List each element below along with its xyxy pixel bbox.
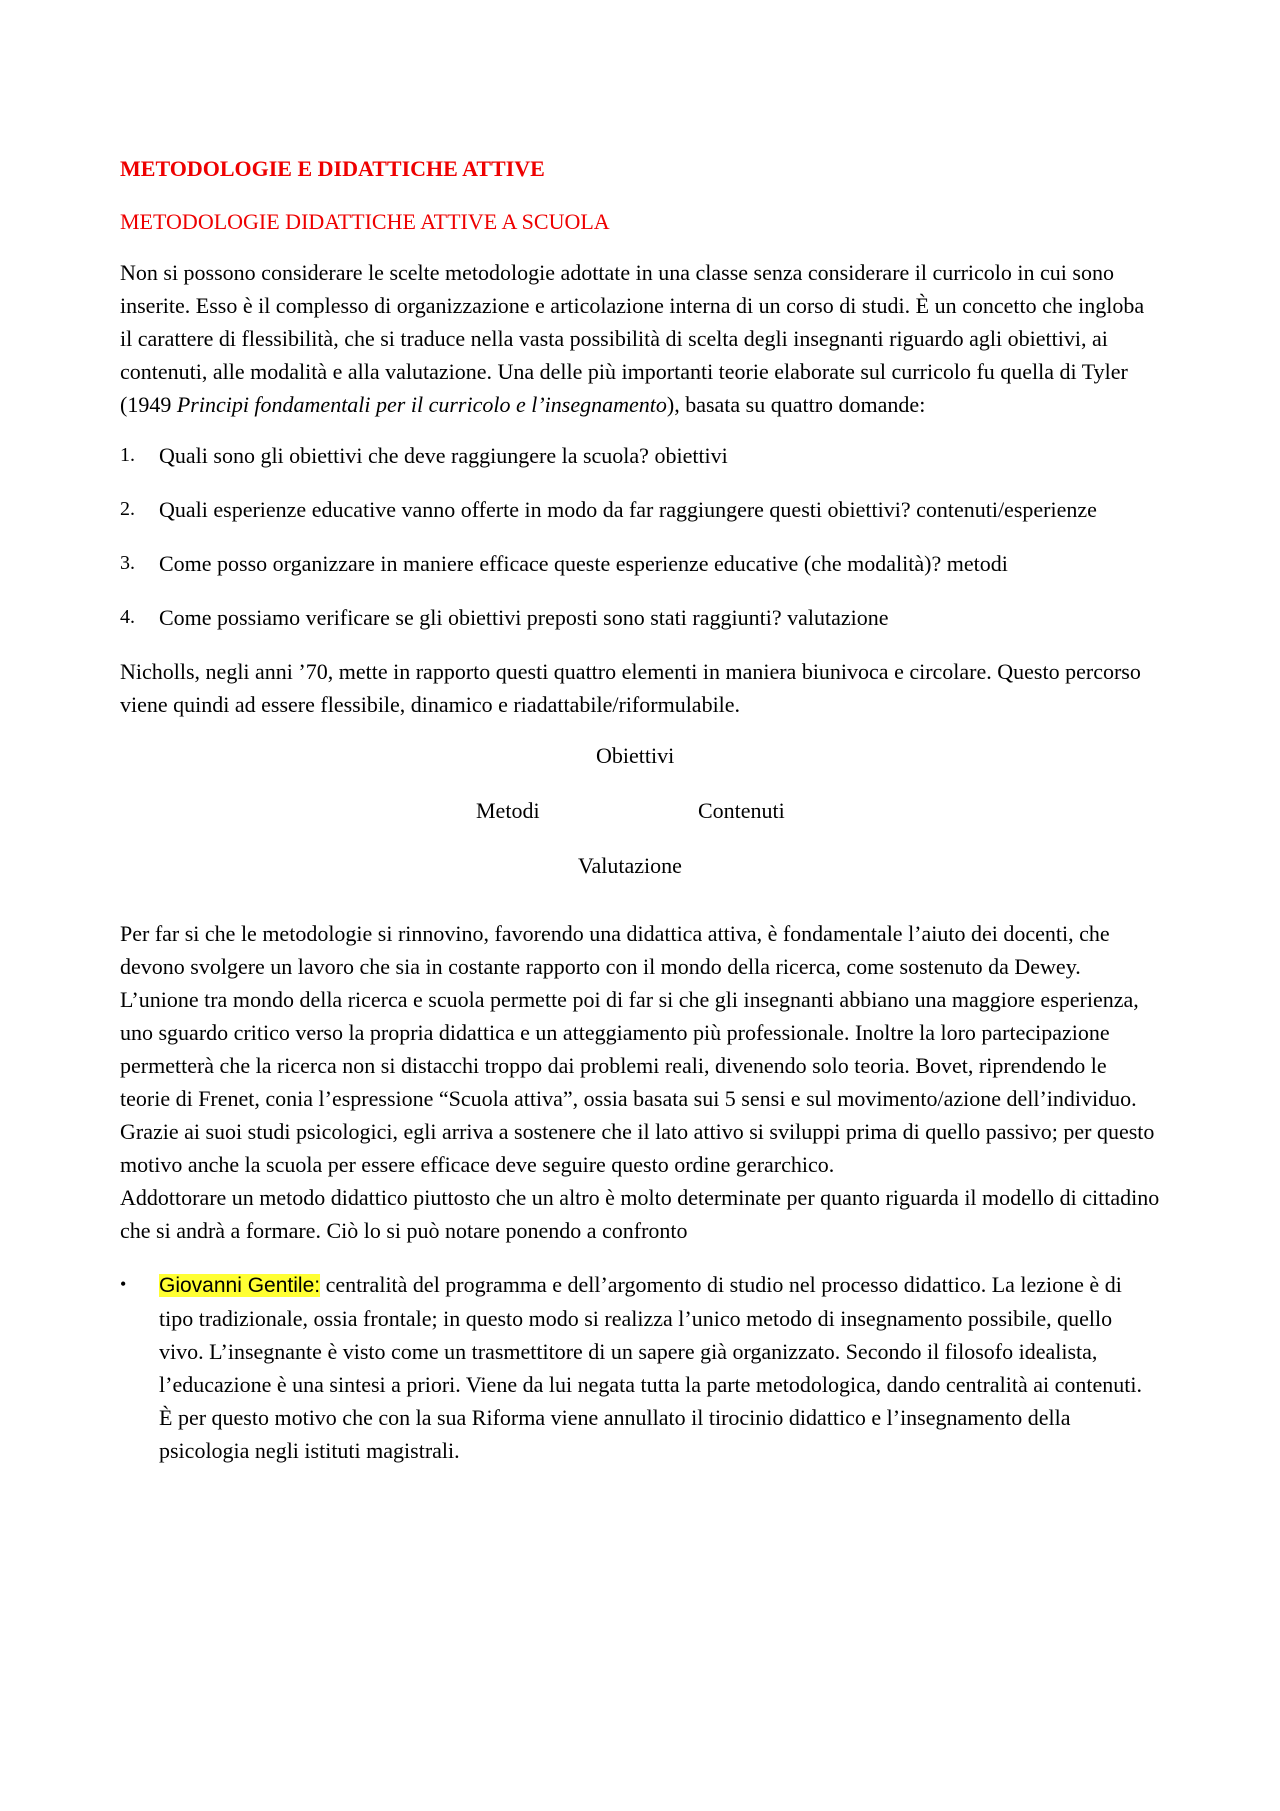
curriculum-diagram <box>120 739 1160 911</box>
list-item-text: Come posso organizzare in maniere efficace queste esperienze educative (che modalità)? metodi <box>159 551 1008 576</box>
section-heading: METODOLOGIE DIDATTICHE ATTIVE A SCUOLA <box>120 209 610 234</box>
tyler-questions-list <box>120 439 1160 634</box>
document-title: METODOLOGIE E DIDATTICHE ATTIVE <box>120 156 545 181</box>
list-item-text: Quali esperienze educative vanno offerte in modo da far raggiungere questi obiettivi? contenuti/esperienze <box>159 497 1097 522</box>
intro-text-end: ), basata su quattro domande: <box>666 392 926 417</box>
list-number: 1. <box>120 444 135 466</box>
list-number: 3. <box>120 552 135 574</box>
bullet-icon: • <box>120 1274 127 1294</box>
list-item-text: Quali sono gli obiettivi che deve raggiungere la scuola? obiettivi <box>159 443 728 468</box>
highlighted-name: Giovanni Gentile: <box>159 1274 321 1297</box>
list-item <box>120 547 1160 580</box>
dewey-paragraph: Per far si che le metodologie si rinnovino, favorendo una didattica attiva, è fondamentale l’aiuto dei docenti, che devono svolgere un lavoro che sia in costante rapporto con il mondo della ricerca, come sostenuto da Dewey. L’unione tra mondo della ricerca e scuola permette poi di far si che gli insegnanti abbiano una maggiore esperienza, uno sguardo critico verso la propria didattica e un atteggiamento più professionale. Inoltre la loro partecipazione permetterà che la ricerca non si distacchi troppo dai problemi reali, divenendo solo teoria. Bovet, riprendendo le teorie di Frenet, conia l’espressione “Scuola attiva”, ossia basata sui 5 sensi e sul movimento/azione dell’individuo. Grazie ai suoi studi psicologici, egli arriva a sostenere che il lato attivo si sviluppi prima di quello passivo; per questo motivo anche la scuola per essere efficace deve seguire questo ordine gerarchico. <box>120 921 1155 1177</box>
list-item-text: Come possiamo verificare se gli obiettivi preposti sono stati raggiunti? valutazione <box>159 605 889 630</box>
diagram-valutazione: Valutazione <box>578 853 682 878</box>
metodo-paragraph: Addottorare un metodo didattico piuttosto che un altro è molto determinate per quanto riguarda il modello di cittadino che si andrà a formare. Ciò lo si può notare ponendo a confronto <box>120 1185 1160 1243</box>
list-number: 4. <box>120 606 135 628</box>
list-item <box>120 493 1160 526</box>
list-item-text: centralità del programma e dell’argomento di studio nel processo didattico. La lezione è di tipo tradizionale, ossia frontale; in questo modo si realizza l’unico metodo di insegnamento possibile, quello vivo. L’insegnante è visto come un trasmettitore di un sapere già organizzato. Secondo il filosofo idealista, l’educazione è una sintesi a priori. Viene da lui negata tutta la parte metodologica, dando centralità ai contenuti. È per questo motivo che con la sua Riforma viene annullato il tirocinio didattico e l’insegnamento della psicologia negli istituti magistrali. <box>159 1272 1143 1463</box>
diagram-metodi: Metodi <box>476 798 540 823</box>
intro-paragraph <box>120 256 1160 421</box>
nicholls-paragraph: Nicholls, negli anni ’70, mette in rapporto questi quattro elementi in maniera biunivoca e circolare. Questo percorso viene quindi ad essere flessibile, dinamico e riadattabile/riformulabile. <box>120 659 1141 717</box>
diagram-contenuti: Contenuti <box>698 798 785 823</box>
list-item <box>120 439 1160 472</box>
diagram-obiettivi: Obiettivi <box>596 743 675 768</box>
comparison-list <box>120 1268 1160 1467</box>
intro-text: Non si possono considerare le scelte metodologie adottate in una classe senza considerare il curricolo in cui sono inserite. Esso è il complesso di organizzazione e articolazione interna di un corso di studi. È un concetto che ingloba il carattere di flessibilità, che si traduce nella vasta possibilità di scelta degli insegnanti riguardo agli obiettivi, ai contenuti, alle modalità e alla valutazione. Una delle più importanti teorie elaborate sul curricolo fu quella di Tyler (1949 <box>120 260 1145 417</box>
list-item <box>120 601 1160 634</box>
book-title: Principi fondamentali per il curricolo e l’insegnamento <box>176 392 667 417</box>
list-number: 2. <box>120 498 135 520</box>
document-page <box>120 152 1160 1467</box>
list-item <box>120 1268 1160 1467</box>
